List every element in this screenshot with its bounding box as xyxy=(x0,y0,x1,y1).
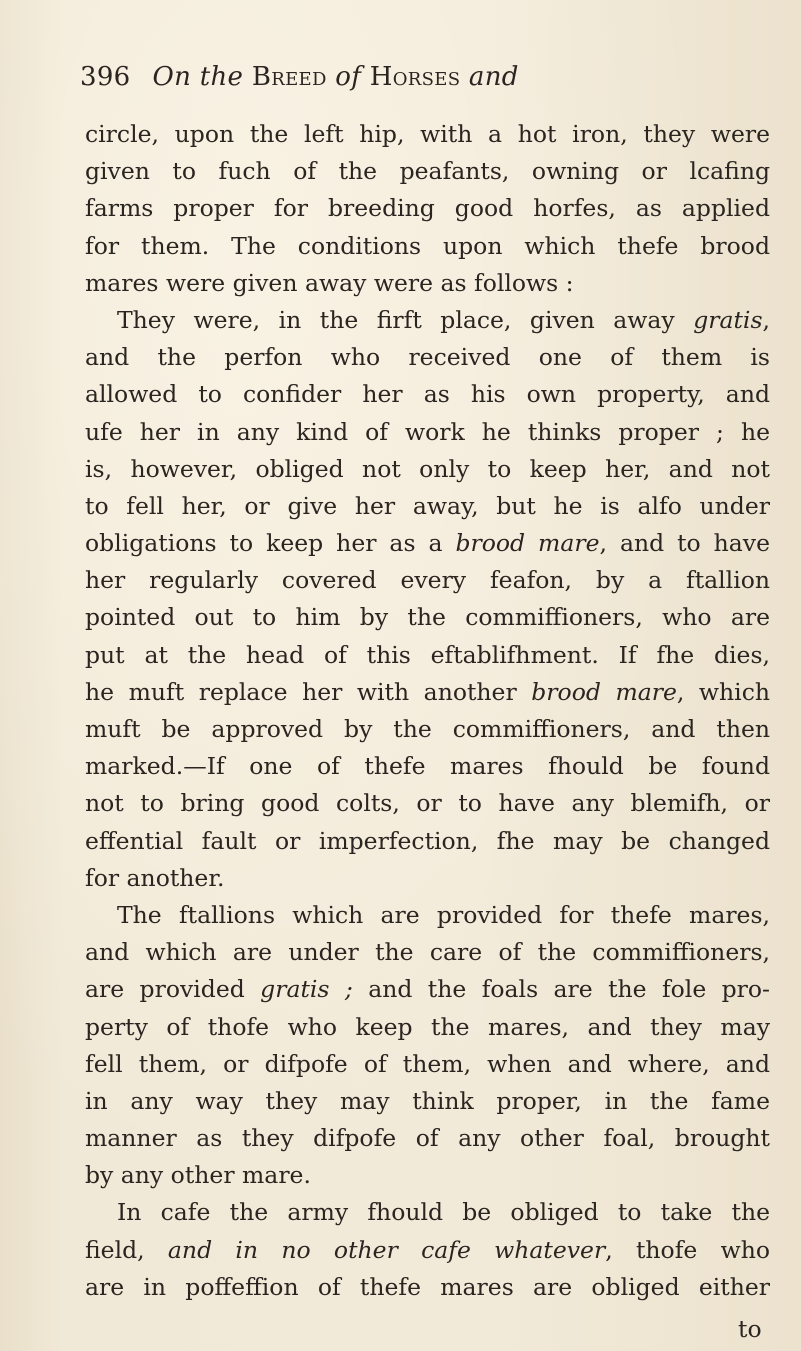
text-line: and the perfon who received one of them is xyxy=(85,343,770,372)
text-line: marked.—If one of thefe mares fhould be found xyxy=(85,752,770,781)
text-line: put at the head of this eftablifhment. If fhe dies, xyxy=(85,640,770,669)
text-line: obligations to keep her as a brood mare, and to have xyxy=(85,529,770,558)
header-title-part: Breed xyxy=(251,62,327,92)
text-line: he muft replace her with another brood mare, which xyxy=(85,677,770,706)
text-line: mares were given away were as follows : xyxy=(85,268,574,297)
text-line: effential fault or imperfection, fhe may be changed xyxy=(85,826,770,855)
body-text xyxy=(85,116,770,1306)
header-title-part: On the xyxy=(152,62,244,92)
text-line: to fell her, or give her away, but he is alfo under xyxy=(85,491,770,520)
text-line: and which are under the care of the commiffioners, xyxy=(85,938,770,967)
text-line: pointed out to him by the commiffioners, who are xyxy=(85,603,770,632)
text-line: are provided gratis ; and the foals are the fole pro- xyxy=(85,975,770,1004)
text-line: manner as they difpofe of any other foal, brought xyxy=(85,1124,770,1153)
page-number: 396 xyxy=(80,62,131,92)
text-line: ufe her in any kind of work he thinks proper ; he xyxy=(85,417,770,446)
header-title-part: and xyxy=(468,62,519,92)
running-header xyxy=(80,62,519,92)
text-line: allowed to confider her as his own property, and xyxy=(85,380,770,409)
header-title-part: of xyxy=(335,62,362,92)
text-line: her regularly covered every feafon, by a ftallion xyxy=(85,566,770,595)
text-line: muft be approved by the commiffioners, and then xyxy=(85,715,770,743)
text-line: for another. xyxy=(85,863,225,892)
text-line: given to fuch of the peafants, owning or lcafing xyxy=(85,157,770,186)
text-line: circle, upon the left hip, with a hot iron, they were xyxy=(85,120,770,148)
text-line: in any way they may think proper, in the fame xyxy=(85,1086,770,1115)
text-line: They were, in the firft place, given away gratis, xyxy=(117,305,770,334)
text-line: is, however, obliged not only to keep her, and not xyxy=(85,454,770,483)
text-line: field, and in no other cafe whatever, thofe who xyxy=(85,1235,770,1264)
catchword: to xyxy=(738,1315,762,1343)
text-line: for them. The conditions upon which thefe brood xyxy=(85,231,770,260)
text-line: are in poffeffion of thefe mares are obliged either xyxy=(85,1272,770,1301)
text-line: fell them, or difpofe of them, when and where, and xyxy=(85,1049,770,1078)
text-line: not to bring good colts, or to have any blemifh, or xyxy=(85,789,770,818)
text-line: by any other mare. xyxy=(85,1161,311,1190)
header-title-part: Horses xyxy=(369,62,461,92)
text-line: perty of thofe who keep the mares, and they may xyxy=(85,1012,770,1041)
text-line: In cafe the army fhould be obliged to take the xyxy=(117,1198,770,1227)
text-line: The ftallions which are provided for thefe mares, xyxy=(117,900,770,929)
text-line: farms proper for breeding good horfes, as applied xyxy=(85,194,770,223)
